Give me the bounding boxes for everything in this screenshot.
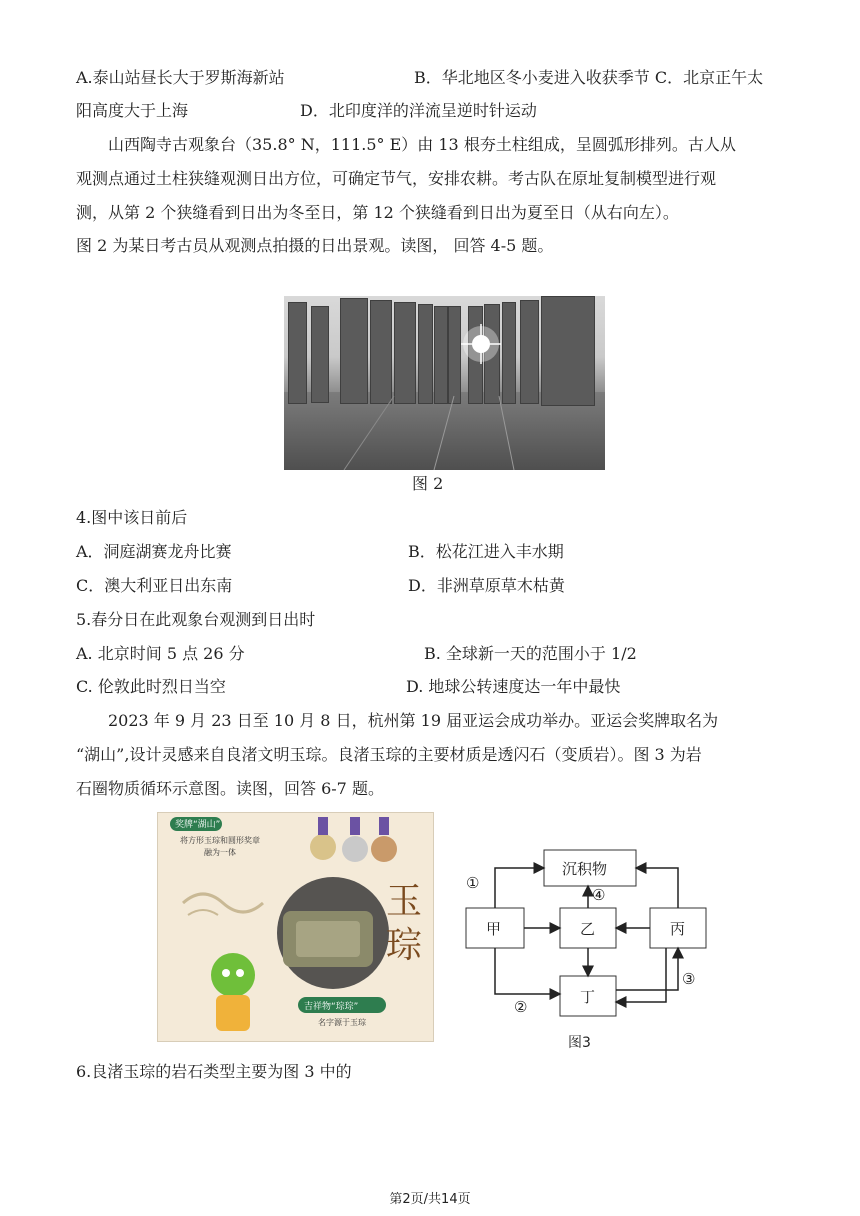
question-5-option-c: C. 伦敦此时烈日当空 <box>76 677 226 696</box>
poster-subtitle: 将方形玉琮和圆形奖章 <box>180 836 260 845</box>
node-ding: 丁 <box>580 988 596 1006</box>
node-jia: 甲 <box>486 920 502 938</box>
question-4-option-c: C．澳大利亚日出东南 <box>76 576 233 595</box>
option-line-1b: B．华北地区冬小麦进入收获季节 C．北京正午太 <box>414 68 764 87</box>
label-4: ④ <box>592 886 606 904</box>
rock-cycle-diagram <box>458 840 720 1050</box>
figure-3-caption: 图3 <box>568 1035 591 1051</box>
node-bing: 丙 <box>670 920 686 938</box>
label-1: ① <box>466 874 480 892</box>
option-line-1a: A.泰山站昼长大于罗斯海新站 <box>76 68 285 87</box>
option-line-2a: 阳高度大于上海 <box>76 101 189 120</box>
poster-subtitle: 融为一体 <box>204 848 236 857</box>
label-2: ② <box>514 998 528 1016</box>
option-line-2b: D．北印度洋的洋流呈逆时针运动 <box>300 101 537 120</box>
paragraph-line: 图 2 为某日考古员从观测点拍摄的日出景观。读图， 回答 4-5 题。 <box>76 236 554 255</box>
poster-mascot-banner: 吉祥物“琮琮” <box>304 1002 359 1012</box>
poster-medal-banner: 奖牌“湖山” <box>175 820 221 830</box>
question-4-option-a: A．洞庭湖赛龙舟比赛 <box>76 542 232 561</box>
paragraph-line: “湖山”,设计灵感来自良渚文明玉琮。良渚玉琮的主要材质是透闪石（变质岩）。图 3 为岩 <box>76 745 702 764</box>
question-5-option-d: D. 地球公转速度达一年中最快 <box>406 677 621 696</box>
poster-jade-char: 玉 <box>386 881 423 922</box>
observatory-photo <box>284 296 605 470</box>
question-4-option-b: B．松花江进入丰水期 <box>408 542 564 561</box>
node-sediment: 沉积物 <box>562 860 608 878</box>
question-5-option-b: B. 全球新一天的范围小于 1/2 <box>424 644 637 663</box>
page-footer: 第2页/共14页 <box>389 1192 471 1207</box>
question-4: 4.图中该日前后 <box>76 508 188 527</box>
question-5: 5.春分日在此观象台观测到日出时 <box>76 610 316 629</box>
figure-2-caption: 图 2 <box>412 474 444 493</box>
question-4-option-d: D．非洲草原草木枯黄 <box>408 576 565 595</box>
node-yi: 乙 <box>580 920 596 938</box>
asian-games-poster <box>157 812 434 1042</box>
paragraph-line: 测，从第 2 个狭缝看到日出为冬至日，第 12 个狭缝看到日出为夏至日（从右向左）。 <box>76 203 679 222</box>
poster-subtitle: 名字源于玉琮 <box>318 1018 366 1027</box>
question-5-option-a: A. 北京时间 5 点 26 分 <box>76 644 245 663</box>
poster-jade-char: 琮 <box>386 925 423 966</box>
paragraph-line: 观测点通过土柱狭缝观测日出方位，可确定节气，安排农耕。考古队在原址复制模型进行观 <box>76 169 717 188</box>
paragraph-line: 2023 年 9 月 23 日至 10 月 8 日，杭州第 19 届亚运会成功举办。亚运会奖牌取名为 <box>108 711 719 730</box>
question-6: 6.良渚玉琮的岩石类型主要为图 3 中的 <box>76 1062 352 1081</box>
paragraph-line: 山西陶寺古观象台（35.8° N，111.5° E）由 13 根夯土柱组成，呈圆弧形排列。古人从 <box>108 135 736 154</box>
label-3: ③ <box>682 970 696 988</box>
paragraph-line: 石圈物质循环示意图。读图，回答 6-7 题。 <box>76 779 384 798</box>
